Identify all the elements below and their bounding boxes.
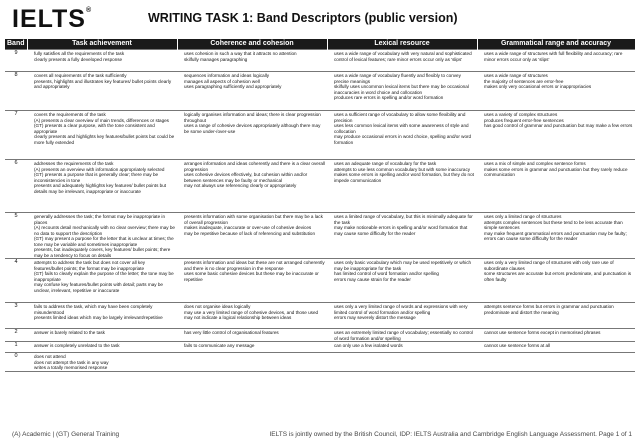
descriptor-item: • produces frequent error-free sentences — [484, 118, 633, 124]
cell-lexical-resource — [327, 353, 477, 372]
cell-grammatical-range — [477, 342, 635, 353]
descriptor-list — [479, 304, 633, 315]
band-score: 1 — [5, 342, 27, 353]
descriptor-item: • generally addresses the task; the format may be inappropriate in places — [34, 214, 175, 225]
cell-task-achievement — [27, 213, 177, 259]
descriptor-list — [479, 330, 633, 336]
descriptor-item: • covers the requirements of the task — [34, 112, 175, 118]
descriptor-item: • uses a range of cohesive devices appropriately although there may be some under-/over-use — [184, 123, 325, 134]
cell-grammatical-range — [477, 303, 635, 329]
descriptor-item: • uses only a limited range of structures — [484, 214, 633, 220]
descriptor-item: • does not organise ideas logically — [184, 304, 325, 310]
descriptor-item: • (GT) presents a purpose that is generally clear; there may be inconsistencies in tone — [34, 172, 175, 183]
descriptor-item: • uses an adequate range of vocabulary for the task — [334, 161, 475, 167]
band-row-4 — [5, 259, 635, 303]
descriptor-list — [179, 260, 325, 282]
descriptor-list — [479, 214, 633, 242]
descriptor-item: • has limited control of word formation and/or spelling — [334, 271, 475, 277]
descriptor-item: • answer is completely unrelated to the task — [34, 343, 175, 349]
cell-lexical-resource — [327, 50, 477, 72]
descriptor-item: • covers all requirements of the task sufficiently — [34, 73, 175, 79]
descriptor-item: • uses some basic cohesive devices but these may be inaccurate or repetitive — [184, 271, 325, 282]
descriptor-list — [179, 51, 325, 62]
band-score: 2 — [5, 329, 27, 342]
descriptor-item: • uses a variety of complex structures — [484, 112, 633, 118]
band-row-2 — [5, 329, 635, 342]
descriptor-item: • attempts to use less common vocabulary but with some inaccuracy — [334, 167, 475, 173]
descriptor-list — [479, 260, 633, 282]
descriptor-list — [329, 73, 475, 101]
descriptor-item: • some structures are accurate but errors predominate, and punctuation is often faulty — [484, 271, 633, 282]
descriptor-item: • fails to address the task, which may have been completely misunderstood — [34, 304, 175, 315]
descriptor-list — [179, 214, 325, 236]
cell-coherence-cohesion — [177, 342, 327, 353]
descriptor-item: • uses less common lexical items with some awareness of style and collocation — [334, 123, 475, 134]
descriptor-list — [29, 330, 175, 336]
band-score: 5 — [5, 213, 27, 259]
descriptor-list — [329, 214, 475, 236]
descriptor-item: • presents information with some organisation but there may be a lack of overall progression — [184, 214, 325, 225]
page-header — [0, 0, 640, 38]
descriptor-item: • uses a mix of simple and complex sentence forms — [484, 161, 633, 167]
cell-coherence-cohesion — [177, 72, 327, 111]
cell-coherence-cohesion — [177, 111, 327, 160]
descriptor-item: • fully satisfies all the requirements of the task — [34, 51, 175, 57]
descriptor-list — [29, 73, 175, 90]
cell-grammatical-range — [477, 353, 635, 372]
table-header-row — [5, 39, 635, 50]
descriptor-item: • uses paragraphing sufficiently and appropriately — [184, 84, 325, 90]
cell-coherence-cohesion — [177, 259, 327, 303]
descriptor-item: • addresses the requirements of the task — [34, 161, 175, 167]
descriptor-list — [479, 51, 633, 62]
descriptor-item: • manages all aspects of cohesion well — [184, 79, 325, 85]
cell-coherence-cohesion — [177, 353, 327, 372]
descriptor-list — [479, 73, 633, 90]
descriptor-item: • makes only very occasional errors or inappropriacies — [484, 84, 633, 90]
descriptor-item: • uses only a very limited range of structures with only rare use of subordinate clauses — [484, 260, 633, 271]
descriptor-item: • does not attempt the task in any way — [34, 360, 175, 366]
band-row-8 — [5, 72, 635, 111]
col-header-grammatical-range: Grammatical range and accuracy — [477, 39, 635, 50]
cell-grammatical-range — [477, 160, 635, 213]
descriptor-item: • cannot use sentence forms at all — [484, 343, 633, 349]
page-title: WRITING TASK 1: Band Descriptors (public version) — [148, 11, 458, 25]
col-header-coherence-cohesion: Coherence and cohesion — [177, 39, 327, 50]
descriptor-item: • (A) recounts detail mechanically with no clear overview; there may be no data to support the description — [34, 225, 175, 236]
footer-credit: IELTS is jointly owned by the British Council, IDP: IELTS Australia and Cambridge English Language Assessment. Page 1 of 1 — [269, 431, 632, 438]
band-score: 7 — [5, 111, 27, 160]
cell-coherence-cohesion — [177, 329, 327, 342]
band-row-1 — [5, 342, 635, 353]
col-header-band: Band — [5, 39, 27, 50]
descriptor-item: • presents and adequately highlights key features/ bullet points but details may be irrelevant, inappropriate or inaccurate — [34, 183, 175, 194]
band-score: 3 — [5, 303, 27, 329]
cell-grammatical-range — [477, 50, 635, 72]
registered-mark: ® — [85, 7, 92, 14]
descriptor-item: • does not attend — [34, 354, 175, 360]
descriptor-item: • (A) presents an overview with information appropriately selected — [34, 167, 175, 173]
descriptor-item: • (A) presents a clear overview of main trends, differences or stages — [34, 118, 175, 124]
descriptor-item: • may produce occasional errors in word choice, spelling and/or word formation — [334, 134, 475, 145]
band-score: 9 — [5, 50, 27, 72]
descriptor-item: • uses a wide range of structures with full flexibility and accuracy; rare minor errors occur only as 'slips' — [484, 51, 633, 62]
band-score: 0 — [5, 353, 27, 372]
cell-lexical-resource — [327, 160, 477, 213]
descriptor-list — [179, 73, 325, 90]
cell-coherence-cohesion — [177, 213, 327, 259]
descriptor-item: • presents limited ideas which may be largely irrelevant/repetitive — [34, 315, 175, 321]
descriptor-list — [329, 304, 475, 321]
descriptor-list — [29, 343, 175, 349]
descriptor-item: • produces rare errors in spelling and/or word formation — [334, 95, 475, 101]
cell-grammatical-range — [477, 329, 635, 342]
band-row-3 — [5, 303, 635, 329]
descriptor-list — [329, 260, 475, 282]
descriptor-list — [29, 51, 175, 62]
cell-coherence-cohesion — [177, 50, 327, 72]
descriptor-item: • arranges information and ideas coherently and there is a clear overall progression — [184, 161, 325, 172]
cell-lexical-resource — [327, 72, 477, 111]
band-row-9 — [5, 50, 635, 72]
descriptor-item: • uses only basic vocabulary which may be used repetitively or which may be inappropriate for the task — [334, 260, 475, 271]
descriptor-item: • attempts complex sentences but these tend to be less accurate than simple sentences — [484, 220, 633, 231]
band-score: 4 — [5, 259, 27, 303]
descriptor-item: • answer is barely related to the task — [34, 330, 175, 336]
descriptor-item: • clearly presents a fully developed response — [34, 57, 175, 63]
descriptor-item: • uses a wide range of vocabulary with very natural and sophisticated control of lexical features; rare minor errors occur only as 'slips' — [334, 51, 475, 62]
descriptor-list — [329, 161, 475, 183]
descriptor-item: • errors may severely distort the message — [334, 315, 475, 321]
cell-task-achievement — [27, 353, 177, 372]
cell-lexical-resource — [327, 213, 477, 259]
cell-task-achievement — [27, 50, 177, 72]
cell-lexical-resource — [327, 303, 477, 329]
descriptor-item: • uses a limited range of vocabulary, but this is minimally adequate for the task — [334, 214, 475, 225]
cell-coherence-cohesion — [177, 160, 327, 213]
descriptor-list — [179, 161, 325, 189]
descriptor-list — [479, 112, 633, 129]
cell-lexical-resource — [327, 342, 477, 353]
band-score: 6 — [5, 160, 27, 213]
descriptor-item: • (GT) presents a clear purpose, with the tone consistent and appropriate — [34, 123, 175, 134]
descriptor-item: • can only use a few isolated words — [334, 343, 475, 349]
descriptor-item: • uses a wide range of structures — [484, 73, 633, 79]
descriptor-item: • errors may cause strain for the reader — [334, 277, 475, 283]
descriptor-item: • makes some errors in spelling and/or word formation, but they do not impede communication — [334, 172, 475, 183]
descriptor-item: • uses a wide range of vocabulary fluently and flexibly to convey precise meanings — [334, 73, 475, 84]
col-header-lexical-resource: Lexical resource — [327, 39, 477, 50]
descriptor-list — [29, 112, 175, 145]
descriptor-item: • presents information and ideas but these are not arranged coherently and there is no clear progression in the response — [184, 260, 325, 271]
col-header-task-achievement: Task achievement — [27, 39, 177, 50]
cell-task-achievement — [27, 329, 177, 342]
descriptor-item: • may be repetitive because of lack of referencing and substitution — [184, 231, 325, 237]
descriptor-list — [179, 330, 325, 336]
descriptor-list — [329, 51, 475, 62]
descriptor-list — [329, 343, 475, 349]
cell-task-achievement — [27, 111, 177, 160]
descriptor-item: • logically organises information and ideas; there is clear progression throughout — [184, 112, 325, 123]
cell-lexical-resource — [327, 329, 477, 342]
descriptor-item: • has good control of grammar and punctuation but may make a few errors — [484, 123, 633, 129]
descriptor-item: • uses cohesion in such a way that it attracts no attention — [184, 51, 325, 57]
cell-lexical-resource — [327, 111, 477, 160]
descriptor-list — [29, 354, 175, 371]
cell-lexical-resource — [327, 259, 477, 303]
cell-task-achievement — [27, 160, 177, 213]
descriptor-list — [179, 112, 325, 134]
cell-task-achievement — [27, 72, 177, 111]
descriptor-list — [179, 304, 325, 321]
cell-task-achievement — [27, 259, 177, 303]
descriptor-item: • the majority of sentences are error-free — [484, 79, 633, 85]
descriptor-item: • fails to communicate any message — [184, 343, 325, 349]
footer-legend: (A) Academic | (GT) General Training — [12, 431, 120, 438]
band-row-7 — [5, 111, 635, 160]
cell-grammatical-range — [477, 72, 635, 111]
descriptor-list — [179, 343, 325, 349]
logo-text: IELTS — [12, 5, 86, 33]
cell-coherence-cohesion — [177, 303, 327, 329]
descriptor-list — [329, 112, 475, 145]
descriptor-item: • uses cohesive devices effectively, but cohesion within and/or between sentences may be faulty or mechanical — [184, 172, 325, 183]
descriptor-list — [329, 330, 475, 341]
descriptor-item: • uses only a very limited range of words and expressions with very limited control of word formation and/or spelling — [334, 304, 475, 315]
descriptor-item: • (GT) fails to clearly explain the purpose of the letter; the tone may be inappropriate — [34, 271, 175, 282]
descriptor-item: • has very little control of organisational features — [184, 330, 325, 336]
band-row-0 — [5, 353, 635, 372]
descriptor-item: • skilfully uses uncommon lexical items but there may be occasional inaccuracies in word choice and collocation — [334, 84, 475, 95]
descriptor-item: • may not always use referencing clearly or appropriately — [184, 183, 325, 189]
cell-grammatical-range — [477, 111, 635, 160]
descriptor-item: • makes inadequate, inaccurate or over-use of cohesive devices — [184, 225, 325, 231]
descriptor-item: • clearly presents and highlights key features/bullet points but could be more fully extended — [34, 134, 175, 145]
cell-grammatical-range — [477, 259, 635, 303]
page-footer — [0, 429, 640, 443]
descriptor-item: • uses a sufficient range of vocabulary to allow some flexibility and precision — [334, 112, 475, 123]
band-score: 8 — [5, 72, 27, 111]
descriptor-item: • may confuse key features/bullet points with detail; parts may be unclear, irrelevant, repetitive or inaccurate — [34, 282, 175, 293]
descriptor-list — [479, 343, 633, 349]
descriptor-item: • may make frequent grammatical errors and punctuation may be faulty; errors can cause some difficulty for the reader — [484, 231, 633, 242]
cell-task-achievement — [27, 342, 177, 353]
band-row-5 — [5, 213, 635, 259]
descriptor-item: • sequences information and ideas logically — [184, 73, 325, 79]
descriptor-list — [29, 260, 175, 293]
descriptor-item: • attempts sentence forms but errors in grammar and punctuation predominate and distort the meaning — [484, 304, 633, 315]
descriptor-item: • presents, highlights and illustrates key features/ bullet points clearly and appropriately — [34, 79, 175, 90]
descriptor-list — [29, 161, 175, 194]
descriptor-item: • writes a totally memorised response — [34, 365, 175, 371]
descriptor-item: • presents, but inadequately covers, key features/ bullet points; there may be a tendency to focus on details — [34, 247, 175, 258]
descriptor-list — [479, 161, 633, 178]
descriptor-list — [29, 214, 175, 258]
cell-grammatical-range — [477, 213, 635, 259]
descriptor-item: • uses an extremely limited range of vocabulary; essentially no control of word formation and/or spelling — [334, 330, 475, 341]
descriptor-item: • cannot use sentence forms except in memorised phrases — [484, 330, 633, 336]
descriptor-list — [29, 304, 175, 321]
cell-task-achievement — [27, 303, 177, 329]
descriptor-item: • may use a very limited range of cohesive devices, and those used may not indicate a logical relationship between ideas — [184, 310, 325, 321]
band-row-6 — [5, 160, 635, 213]
descriptor-item: • makes some errors in grammar and punctuation but they rarely reduce communication — [484, 167, 633, 178]
descriptor-item: • skilfully manages paragraphing — [184, 57, 325, 63]
ielts-logo — [12, 5, 91, 34]
descriptor-item: • (GT) may present a purpose for the letter that is unclear at times; the tone may be variable and sometimes inappropriate — [34, 236, 175, 247]
descriptor-item: • may make noticeable errors in spelling and/or word formation that may cause some difficulty for the reader — [334, 225, 475, 236]
band-descriptor-table — [5, 39, 636, 372]
descriptor-item: • attempts to address the task but does not cover all key features/bullet points; the format may be inappropriate — [34, 260, 175, 271]
